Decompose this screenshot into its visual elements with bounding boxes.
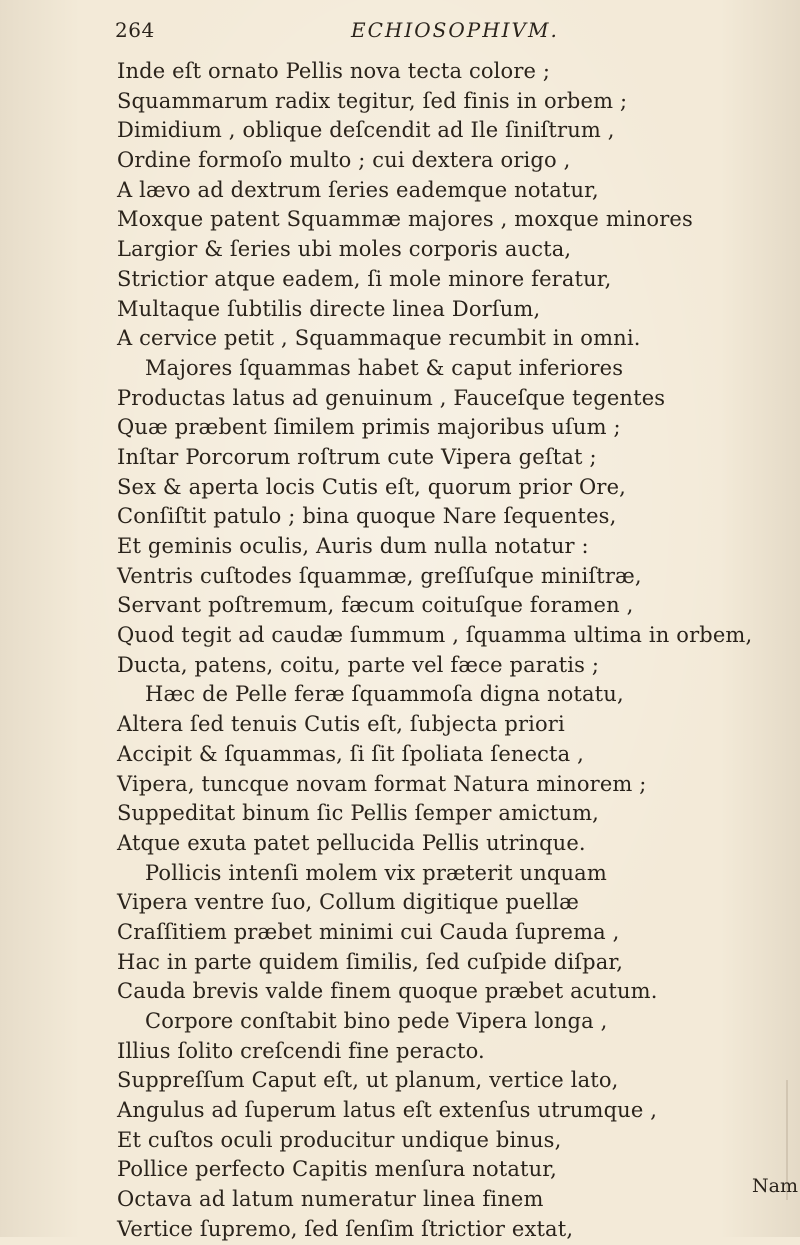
text-line: Strictior atque eadem, ſi mole minore feratur, <box>117 266 612 291</box>
text-line: Et cuſtos oculi producitur undique binus, <box>117 1127 562 1152</box>
text-line: Suppeditat binum ſic Pellis ſemper amictum, <box>117 801 600 826</box>
page-edge-shadow <box>786 1080 788 1200</box>
text-line: Et geminis oculis, Auris dum nulla notatur : <box>117 534 589 558</box>
text-line: Inde eſt ornato Pellis nova tecta colore ; <box>117 59 551 83</box>
text-line: Octava ad latum numeratur linea finem <box>117 1187 544 1212</box>
text-line: Dimidium , oblique deſcendit ad Ile ſiniſtrum , <box>117 118 615 143</box>
text-line: Moxque patent Squammæ majores , moxque minores <box>117 207 693 232</box>
page-header <box>115 18 615 46</box>
text-line: Illius ſolito creſcendi fine peracto. <box>117 1038 485 1063</box>
text-line: Vipera, tuncque novam format Natura minorem ; <box>117 771 647 796</box>
text-line: Vertice ſupremo, ſed ſenſim ſtrictior extat, <box>117 1216 574 1241</box>
page-number: 264 <box>115 18 155 42</box>
text-line: Inſtar Porcorum roſtrum cute Vipera geſtat ; <box>117 444 597 469</box>
text-line: Largior & ſeries ubi moles corporis aucta, <box>117 237 572 262</box>
text-line: Quæ præbent ſimilem primis majoribus uſum ; <box>117 415 621 440</box>
text-line: Squammarum radix tegitur, ſed finis in orbem ; <box>117 88 628 113</box>
text-line: Ventris cuſtodes ſquammæ, greſſuſque miniſtræ, <box>117 563 642 588</box>
text-line: Hac in parte quidem ſimilis, ſed cuſpide diſpar, <box>117 949 624 974</box>
text-line: Ducta, patens, coitu, parte vel fæce paratis ; <box>117 652 600 677</box>
text-line: Multaque ſubtilis directe linea Dorſum, <box>117 296 541 321</box>
text-line: Majores ſquammas habet & caput inferiores <box>145 355 624 380</box>
text-line: Sex & aperta locis Cutis eſt, quorum prior Ore, <box>117 474 626 499</box>
text-line: Vipera ventre ſuo, Collum digitique puellæ <box>117 890 579 915</box>
poem-text <box>117 57 767 1245</box>
text-line: Servant poſtremum, fæcum coituſque foramen , <box>117 593 634 618</box>
text-line: Angulus ad ſuperum latus eſt extenſus utrumque , <box>117 1098 658 1123</box>
text-line: Cauda brevis valde finem quoque præbet acutum. <box>117 979 658 1004</box>
text-line: Pollice perfecto Capitis menſura notatur, <box>117 1157 557 1182</box>
catchword: Nam <box>752 1175 798 1197</box>
text-line: Altera ſed tenuis Cutis eſt, ſubjecta priori <box>117 712 565 737</box>
text-line: Corpore conſtabit bino pede Vipera longa , <box>145 1009 608 1033</box>
text-line: Pollicis intenſi molem vix præterit unquam <box>145 860 607 885</box>
text-line: Craſſitiem præbet minimi cui Cauda ſuprema , <box>117 919 620 944</box>
text-line: Conſiſtit patulo ; bina quoque Nare ſequentes, <box>117 504 617 529</box>
text-line: Suppreſſum Caput eſt, ut planum, vertice lato, <box>117 1068 619 1093</box>
text-line: Ordine formoſo multo ; cui dextera origo , <box>117 148 571 173</box>
text-line: A cervice petit , Squammaque recumbit in omni. <box>117 326 641 351</box>
text-line: Hæc de Pelle feræ ſquammoſa digna notatu, <box>145 682 624 707</box>
text-line: Atque exuta patet pellucida Pellis utrinque. <box>117 830 586 855</box>
text-line: A lævo ad dextrum ſeries eademque notatur, <box>117 177 599 202</box>
running-title: ECHIOSOPHIVM. <box>351 18 559 42</box>
text-line: Quod tegit ad caudæ ſummum , ſquamma ultima in orbem, <box>117 623 753 648</box>
text-line: Accipit & ſquammas, ſi ſit ſpoliata ſenecta , <box>117 741 584 766</box>
text-line: Productas latus ad genuinum , Fauceſque tegentes <box>117 385 666 410</box>
